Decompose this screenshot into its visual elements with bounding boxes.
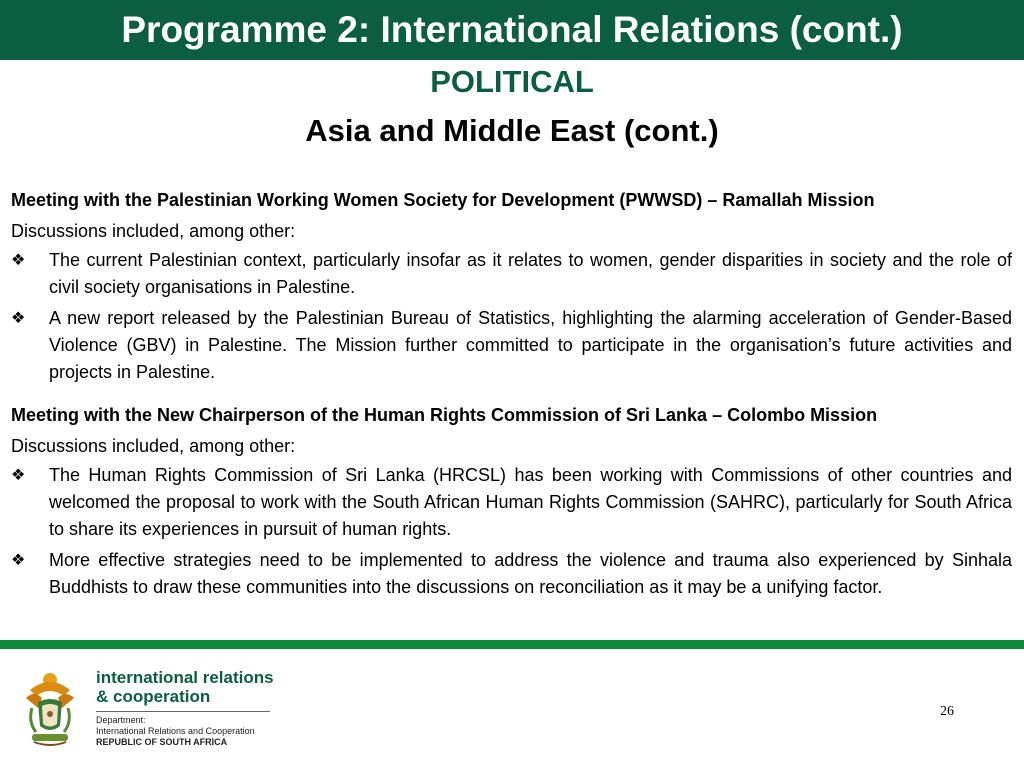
meeting-block-hrcsl	[11, 402, 1012, 601]
diamond-four-bullet-icon: ❖	[11, 252, 26, 269]
slide-content	[11, 187, 1012, 605]
slide-subtitle: POLITICAL	[430, 64, 594, 99]
coat-of-arms-icon	[24, 668, 76, 748]
bullet-list	[11, 247, 1012, 386]
meeting-intro: Discussions included, among other:	[11, 221, 296, 241]
meeting-block-pwwsd	[11, 187, 1012, 386]
bullet-item	[11, 462, 1012, 543]
bullet-item	[11, 547, 1012, 601]
bullet-text: A new report released by the Palestinian Bureau of Statistics, highlighting the alarming acceleration of Gender-Based Violence (GBV) in Palestine. The Mission further committed to participate in the organisation’s future activities and projects in Palestine.	[49, 308, 1012, 382]
page-number: 26	[940, 704, 954, 719]
slide-title: Programme 2: International Relations (cont.)	[121, 9, 903, 50]
dept-label: Department:	[96, 715, 146, 725]
title-bar	[0, 0, 1024, 60]
bullet-list	[11, 462, 1012, 601]
diamond-four-bullet-icon: ❖	[11, 552, 26, 569]
bullet-text: The current Palestinian context, particularly insofar as it relates to women, gender disparities in society and the role of civil society organisations in Palestine.	[49, 250, 1012, 297]
dept-country: REPUBLIC OF SOUTH AFRICA	[96, 737, 228, 747]
brand-rule	[96, 711, 270, 712]
brand-line-1: international relations	[96, 668, 274, 687]
meeting-intro: Discussions included, among other:	[11, 436, 296, 456]
department-brand	[96, 668, 276, 748]
dept-name: International Relations and Cooperation	[96, 726, 255, 736]
section-title: Asia and Middle East (cont.)	[305, 113, 719, 148]
meeting-title: Meeting with the New Chairperson of the Human Rights Commission of Sri Lanka – Colombo Mission	[11, 405, 878, 425]
footer-divider	[0, 640, 1024, 649]
diamond-four-bullet-icon: ❖	[11, 310, 26, 327]
bullet-item	[11, 247, 1012, 301]
bullet-text: More effective strategies need to be implemented to address the violence and trauma also experienced by Sinhala Buddhists to draw these communities into the discussions on reconciliation as it may be a unifying factor.	[49, 550, 1012, 597]
bullet-item	[11, 305, 1012, 386]
meeting-title: Meeting with the Palestinian Working Women Society for Development (PWWSD) – Ramallah Mission	[11, 190, 875, 210]
diamond-four-bullet-icon: ❖	[11, 467, 26, 484]
bullet-text: The Human Rights Commission of Sri Lanka (HRCSL) has been working with Commissions of other countries and welcomed the proposal to work with the South African Human Rights Commission (SAHRC), particularly for South Africa to share its experiences in pursuit of human rights.	[49, 465, 1012, 539]
brand-line-2: & cooperation	[96, 687, 211, 706]
